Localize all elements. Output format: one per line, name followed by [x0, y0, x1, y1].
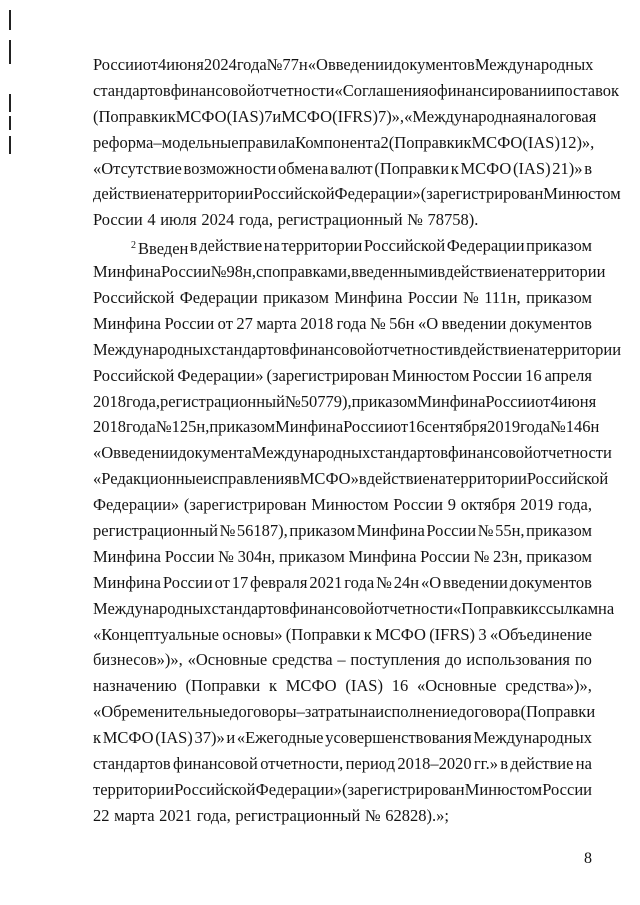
text-line: действие на территории Российской Федерации» (зарегистрирован Минюстом [93, 184, 621, 204]
text-line: Минфина России № 98н, с поправками, введенными в действие на территории [93, 262, 606, 282]
text-line: России от 4 июня 2024 года № 77н «О введении документов Международных [93, 55, 594, 74]
text-line: Минфина России от 17 февраля 2021 года № 24н «О введении документов [93, 572, 592, 592]
document-body [93, 52, 622, 829]
text-line: стандартов финансовой отчетности, период 2018–2020 гг.» в действие на [93, 754, 592, 774]
margin-mark [9, 136, 11, 154]
text-line: регистрационный № 56187), приказом Минфина России № 55н, приказом [93, 521, 592, 541]
text-line: стандартов финансовой отчетности «Соглашения о финансировании поставок [93, 80, 620, 100]
text-line: Российской Федерации» (зарегистрирован Минюстом России 16 апреля [93, 365, 592, 385]
text-line: «Отсутствие возможности обмена валют (Поправки к МСФО (IAS) 21)» в [93, 158, 592, 178]
text-line: Российской Федерации приказом Минфина России № 111н, приказом [93, 288, 592, 308]
text-line: «Обременительные договоры – затраты на исполнение договора (Поправки [93, 702, 596, 722]
margin-mark [9, 40, 11, 64]
text-line: назначению (Поправки к МСФО (IAS) 16 «Основные средства»)», [93, 676, 592, 696]
text-line: $^2$ Введен в действие на территории Российской Федерации приказом [131, 236, 592, 259]
text-line: бизнесов»)», «Основные средства – поступления до использования по [93, 650, 592, 670]
text-line: Минфина России № 304н, приказом Минфина России № 23н, приказом [93, 546, 592, 566]
text-line: Минфина России от 27 марта 2018 года № 56н «О введении документов [93, 313, 592, 333]
margin-mark [9, 10, 11, 30]
text-line: 2018 года № 125н, приказом Минфина России от 16 сентября 2019 года № 146н [93, 417, 600, 437]
text-line: (Поправки к МСФО (IAS) 7 и МСФО (IFRS) 7)», «Международная налоговая [93, 106, 597, 126]
page-number: 8 [584, 850, 592, 867]
text-line: Международных стандартов финансовой отчетности «Поправки к ссылкам на [93, 598, 615, 618]
text-line: 2018 года, регистрационный № 50779), приказом Минфина России от 4 июня [93, 391, 597, 411]
text-line: Международных стандартов финансовой отчетности в действие на территории [93, 339, 622, 359]
text-line: «Концептуальные основы» (Поправки к МСФО (IFRS) 3 «Объединение [93, 624, 592, 644]
paragraph-container [93, 52, 622, 829]
text-line: территории Российской Федерации» (зарегистрирован Минюстом России [93, 779, 592, 799]
text-line: «Редакционные исправления в МСФО» в действие на территории Российской [93, 469, 609, 489]
text-line: 22 марта 2021 года, регистрационный № 62828).»; [93, 805, 449, 825]
text-line: России 4 июля 2024 года, регистрационный № 78758). [93, 210, 479, 230]
margin-mark [9, 94, 11, 112]
text-line: реформа – модельные правила Компонента 2 (Поправки к МСФО (IAS) 12)», [93, 132, 595, 152]
footnote-mark: 2 [131, 240, 136, 252]
text-line: «О введении документа Международных стандартов финансовой отчетности [93, 443, 612, 463]
text-line: к МСФО (IAS) 37)» и «Ежегодные усовершенствования Международных [93, 728, 592, 748]
margin-mark [9, 116, 11, 130]
text-line: Федерации» (зарегистрирован Минюстом России 9 октября 2019 года, [93, 495, 592, 515]
